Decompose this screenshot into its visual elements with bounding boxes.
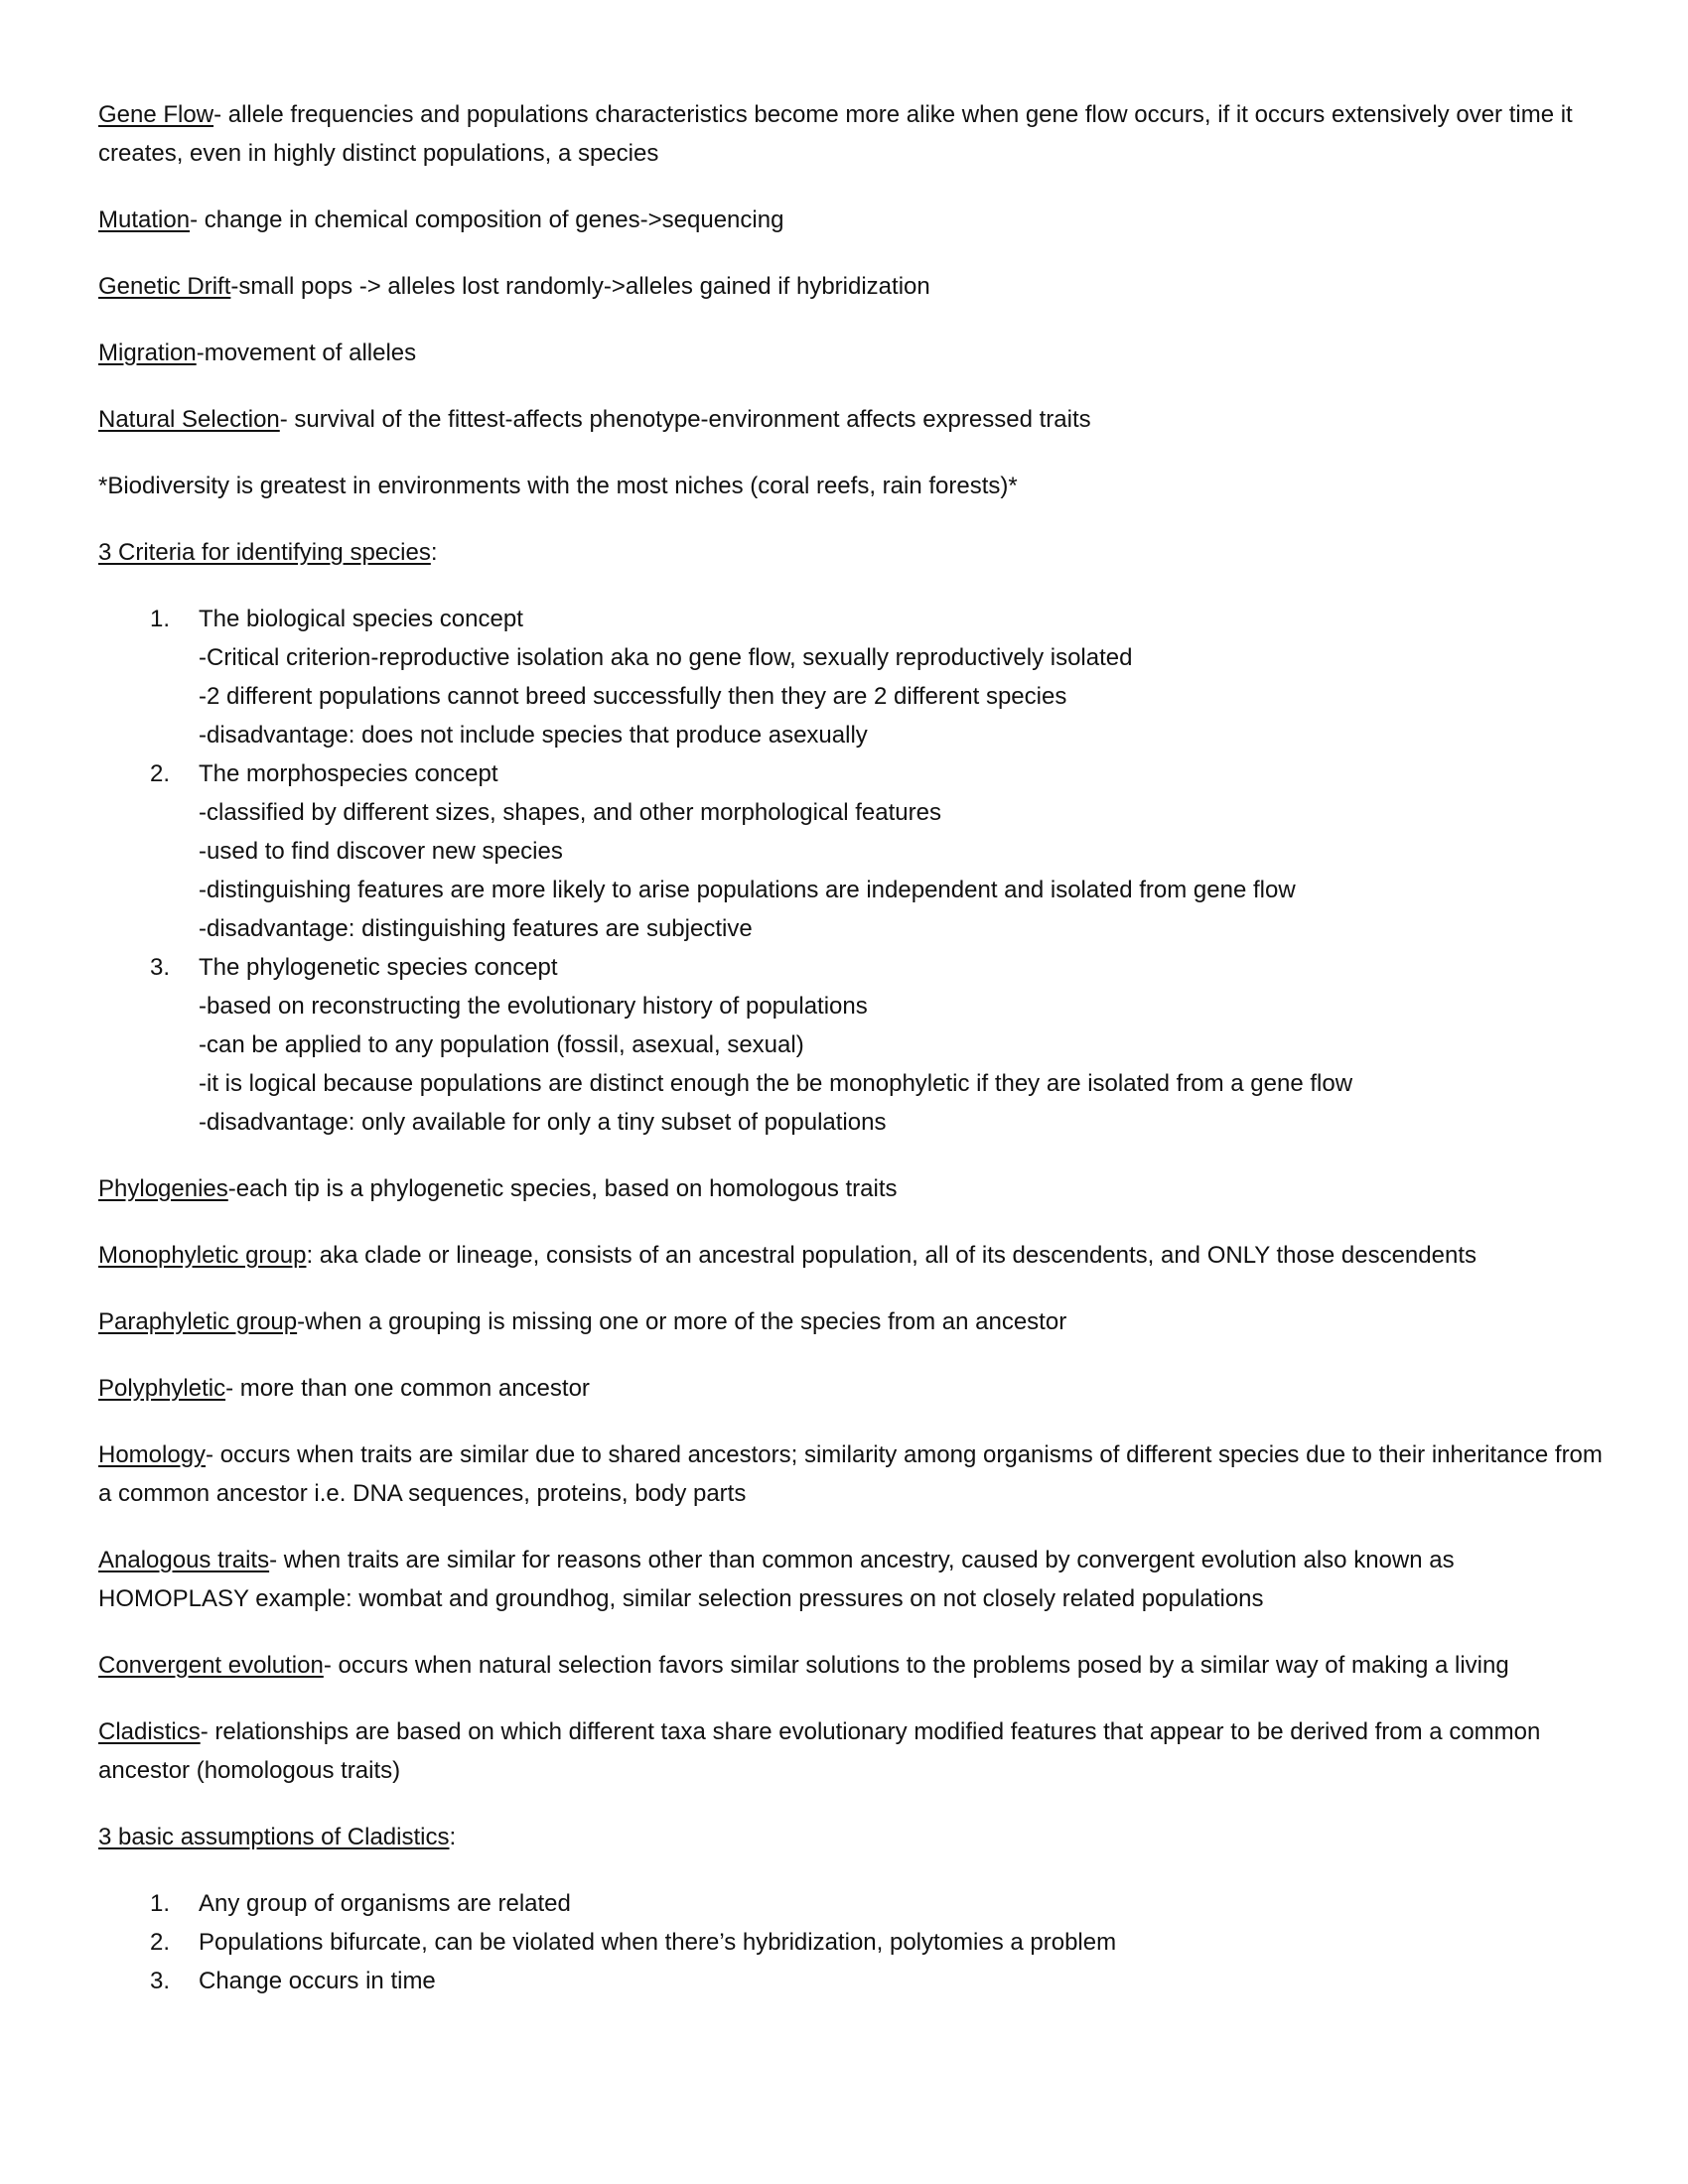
definition-text: -small pops -> alleles lost randomly->alleles gained if hybridization — [230, 273, 930, 300]
criterion-point: -used to find discover new species — [199, 838, 563, 865]
list-item — [98, 754, 1608, 948]
heading-term: 3 Criteria for identifying species — [98, 539, 431, 566]
heading-colon: : — [449, 1824, 457, 1850]
definition-monophyletic-group — [98, 1236, 1608, 1275]
criterion-point: -classified by different sizes, shapes, and other morphological features — [199, 799, 941, 826]
criterion-title: The morphospecies concept — [199, 760, 498, 787]
definition-text: - when traits are similar for reasons other than common ancestry, caused by convergent evolution also known as HOMOPLASY example: wombat and groundhog, similar selection pressures on not closely related populations — [98, 1547, 1455, 1612]
list-item — [98, 1962, 1608, 2000]
definition-text: -when a grouping is missing one or more of the species from an ancestor — [297, 1308, 1067, 1335]
definition-paraphyletic-group — [98, 1302, 1608, 1341]
assumption-text: Any group of organisms are related — [199, 1890, 571, 1917]
definition-text: - allele frequencies and populations characteristics become more alike when gene flow occurs, if it occurs extensively over time it creates, even in highly distinct populations, a species — [98, 101, 1573, 167]
definition-convergent-evolution — [98, 1646, 1608, 1685]
definition-term: Analogous traits — [98, 1547, 270, 1573]
definition-text: - occurs when traits are similar due to shared ancestors; similarity among organisms of different species due to their inheritance from a common ancestor i.e. DNA sequences, proteins, body parts — [98, 1441, 1603, 1507]
definition-term: Cladistics — [98, 1718, 201, 1745]
criterion-point: -based on reconstructing the evolutionary history of populations — [199, 993, 868, 1020]
definition-text: -each tip is a phylogenetic species, based on homologous traits — [227, 1175, 898, 1202]
definition-term: Mutation — [98, 206, 191, 233]
list-number: 2. — [150, 760, 171, 787]
definition-term: Polyphyletic — [98, 1375, 226, 1402]
definition-natural-selection — [98, 400, 1608, 439]
definition-term: Convergent evolution — [98, 1652, 324, 1679]
criteria-list — [98, 600, 1608, 1142]
definition-term: Gene Flow — [98, 101, 214, 128]
definition-term: Natural Selection — [98, 406, 280, 433]
criterion-point: -it is logical because populations are distinct enough the be monophyletic if they are isolated from a gene flow — [199, 1070, 1353, 1097]
definition-term: Monophyletic group — [98, 1242, 307, 1269]
definition-mutation — [98, 201, 1608, 239]
definition-homology — [98, 1435, 1608, 1513]
assumption-text: Change occurs in time — [199, 1968, 436, 1994]
definition-migration — [98, 334, 1608, 372]
list-item — [98, 1923, 1608, 1962]
list-number: 3. — [150, 954, 171, 981]
list-number: 1. — [150, 1890, 171, 1917]
list-number: 1. — [150, 606, 171, 632]
assumptions-heading — [98, 1818, 1608, 1856]
definition-text: - relationships are based on which different taxa share evolutionary modified features that appear to be derived from a common ancestor (homologous traits) — [98, 1718, 1541, 1784]
definition-term: Homology — [98, 1441, 207, 1468]
assumptions-list — [98, 1884, 1608, 2000]
definition-text: - more than one common ancestor — [225, 1375, 590, 1402]
definition-analogous-traits — [98, 1541, 1608, 1618]
definition-term: Migration — [98, 340, 197, 366]
definition-term: Paraphyletic group — [98, 1308, 298, 1335]
list-item — [98, 1884, 1608, 1923]
definition-phylogenies — [98, 1169, 1608, 1208]
definition-cladistics — [98, 1712, 1608, 1790]
criteria-heading — [98, 533, 1608, 572]
definition-text: - survival of the fittest-affects phenotype-environment affects expressed traits — [279, 406, 1091, 433]
definition-text: -movement of alleles — [196, 340, 417, 366]
definition-term: Phylogenies — [98, 1175, 228, 1202]
list-number: 2. — [150, 1929, 171, 1956]
definition-polyphyletic — [98, 1369, 1608, 1408]
biodiversity-note: *Biodiversity is greatest in environments with the most niches (coral reefs, rain forests)* — [98, 473, 1018, 499]
criterion-point: -2 different populations cannot breed successfully then they are 2 different species — [199, 683, 1067, 710]
definition-text: - occurs when natural selection favors similar solutions to the problems posed by a similar way of making a living — [323, 1652, 1509, 1679]
definition-text: : aka clade or lineage, consists of an ancestral population, all of its descendents, and ONLY those descendents — [306, 1242, 1477, 1269]
heading-term: 3 basic assumptions of Cladistics — [98, 1824, 450, 1850]
definition-gene-flow — [98, 95, 1608, 173]
definition-text: - change in chemical composition of genes->sequencing — [190, 206, 784, 233]
definition-genetic-drift — [98, 267, 1608, 306]
criterion-point: -distinguishing features are more likely to arise populations are independent and isolated from gene flow — [199, 877, 1296, 903]
criterion-point: -can be applied to any population (fossil, asexual, sexual) — [199, 1031, 804, 1058]
criterion-point: -disadvantage: distinguishing features are subjective — [199, 915, 753, 942]
assumption-text: Populations bifurcate, can be violated when there’s hybridization, polytomies a problem — [199, 1929, 1117, 1956]
heading-colon: : — [430, 539, 438, 566]
definition-term: Genetic Drift — [98, 273, 231, 300]
criterion-title: The phylogenetic species concept — [199, 954, 558, 981]
criterion-point: -Critical criterion-reproductive isolation aka no gene flow, sexually reproductively isolated — [199, 644, 1133, 671]
document-page — [98, 95, 1608, 2028]
criterion-point: -disadvantage: does not include species that produce asexually — [199, 722, 868, 749]
list-number: 3. — [150, 1968, 171, 1994]
criterion-point: -disadvantage: only available for only a tiny subset of populations — [199, 1109, 887, 1136]
criterion-title: The biological species concept — [199, 606, 523, 632]
list-item — [98, 600, 1608, 754]
list-item — [98, 948, 1608, 1142]
